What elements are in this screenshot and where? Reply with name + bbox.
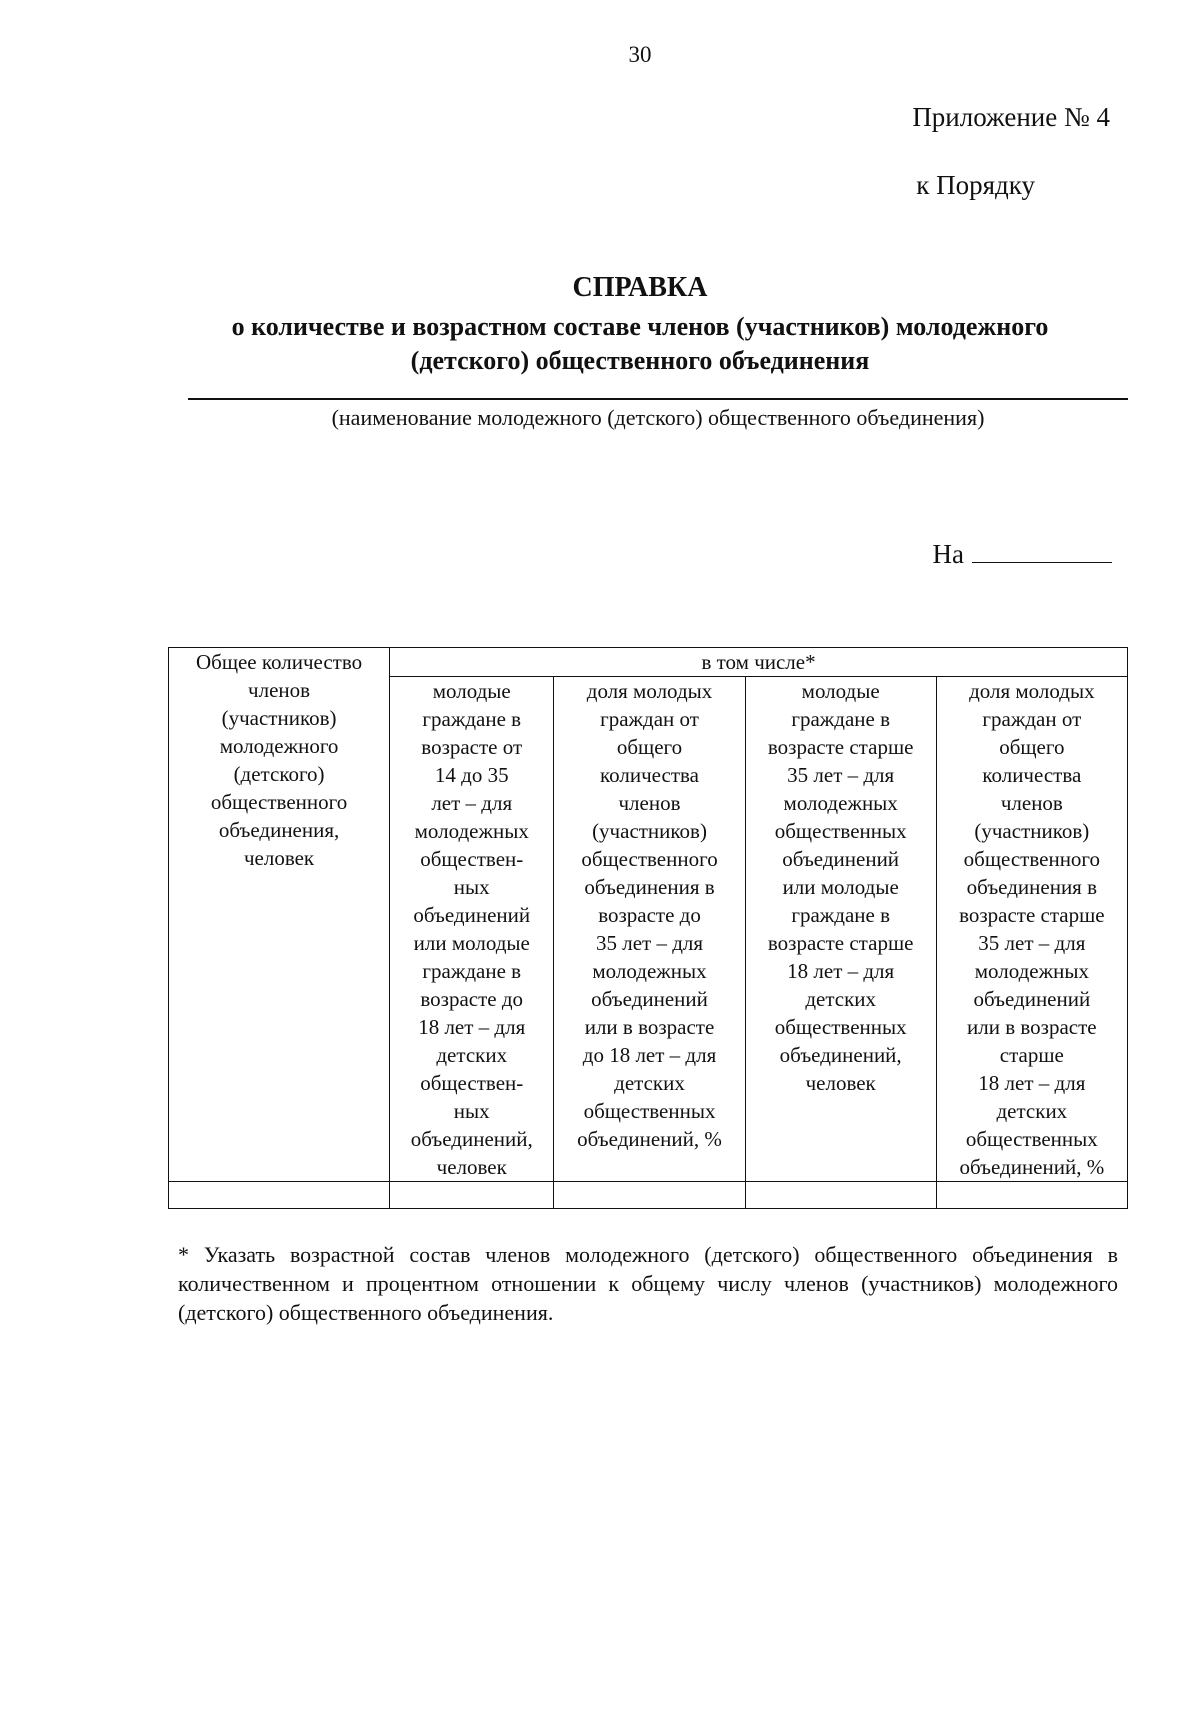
table-cell[interactable] (745, 1182, 936, 1209)
header-text-line: молодежных (592, 959, 707, 983)
header-text-line: граждане в (791, 707, 891, 731)
header-text-line: доля молодых (586, 679, 713, 703)
to-order-label: к Порядку (916, 170, 1035, 200)
header-text-line: 35 лет – для (595, 931, 704, 955)
header-text-line: объединений, % (577, 1127, 722, 1151)
document-subtitle (160, 310, 1120, 378)
header-text-line: до 18 лет – для (582, 1043, 717, 1067)
header-text-line: (участников) (592, 819, 707, 843)
header-text-line: лет – для (431, 791, 513, 815)
table-cell[interactable] (169, 1182, 390, 1209)
header-text-line: старше (999, 1043, 1064, 1067)
header-text-line: человек (436, 1155, 507, 1179)
header-text-line: объединения в (966, 875, 1098, 899)
header-text-line: членов (1000, 791, 1063, 815)
header-text-line: возрасте старше (767, 735, 914, 759)
header-text-line: (детского) (233, 762, 325, 786)
header-text-line: общего (616, 735, 683, 759)
header-text-line: молодежного (219, 734, 339, 758)
header-text-line: объединений, (410, 1127, 533, 1151)
header-text-line: общественных (774, 819, 907, 843)
table-header-row (169, 648, 1128, 677)
header-text-line: или в возрасте (584, 1015, 715, 1039)
header-text-line: (участников) (221, 706, 337, 730)
header-text-line: молодые (801, 679, 880, 703)
header-text-line: 18 лет – для (418, 1015, 526, 1039)
header-text-line: Общее количество (195, 650, 363, 674)
header-text-line: общественного (210, 790, 348, 814)
table-cell[interactable] (936, 1182, 1127, 1209)
header-text-line: граждане в (791, 903, 891, 927)
header-text-line: 35 лет – для (787, 763, 895, 787)
date-line (933, 538, 1112, 570)
subtitle-line: о количестве и возрастном составе членов (участников) молодежного (231, 312, 1049, 341)
subtitle-line: (детского) общественного объединения (410, 345, 870, 375)
header-text-line: 18 лет – для (978, 1071, 1086, 1095)
header-text-line: граждан от (600, 707, 699, 731)
header-text-line: объединений, (779, 1043, 902, 1067)
organization-name-line (188, 398, 1128, 400)
header-text-line: общественных (965, 1127, 1098, 1151)
footnote: * Указать возрастной состав членов молодежного (детского) общественного объединения в количественном и процентном отношении к общему числу членов (участников) молодежного (детского) общественного объединения. (178, 1242, 1118, 1325)
header-text-line: ных (453, 1099, 490, 1123)
header-text-line: граждан от (982, 707, 1082, 731)
header-including: в том числе* (390, 648, 1128, 677)
header-older-count (745, 677, 936, 1182)
header-text-line: граждане в (422, 959, 522, 983)
header-text-line: возрасте до (598, 903, 701, 927)
date-label: На (932, 539, 964, 569)
header-total-members (169, 648, 390, 1182)
header-text-line: молодежных (783, 791, 898, 815)
header-text-line: объединений (591, 987, 708, 1011)
header-young-share (554, 677, 745, 1182)
header-text-line: детских (996, 1099, 1068, 1123)
header-text-line: возрасте от (421, 735, 523, 759)
appendix-label: Приложение № 4 (912, 102, 1110, 132)
header-older-share (936, 677, 1127, 1182)
header-text-line: общественных (583, 1099, 716, 1123)
header-text-line: детских (614, 1071, 685, 1095)
header-text-line: общественного (581, 847, 718, 871)
table-cell[interactable] (554, 1182, 745, 1209)
header-text-line: объединений (782, 847, 900, 871)
header-text-line: 35 лет – для (978, 931, 1086, 955)
header-text-line: объединения, (218, 818, 340, 842)
document-title: СПРАВКА (572, 272, 708, 303)
members-table (168, 647, 1128, 1209)
header-text-line: человек (243, 846, 315, 870)
header-text-line: возрасте старше (959, 903, 1105, 927)
header-text-line: ных (453, 875, 490, 899)
header-text-line: граждане в (422, 707, 522, 731)
page-number: 30 (628, 42, 652, 67)
header-young-count (390, 677, 554, 1182)
header-text-line: возрасте старше (767, 931, 914, 955)
header-text-line: доля молодых (969, 679, 1095, 703)
header-text-line: членов (248, 678, 311, 702)
header-text-line: объединений (413, 903, 531, 927)
header-text-line: объединения в (584, 875, 715, 899)
header-text-line: или в возрасте (967, 1015, 1097, 1039)
header-text-line: количества (982, 763, 1082, 787)
header-text-line: количества (600, 763, 699, 787)
header-text-line: молодежных (974, 959, 1089, 983)
header-text-line: молодые (432, 679, 511, 703)
header-text-line: или молодые (782, 875, 899, 899)
organization-name-caption: (наименование молодежного (детского) общественного объединения) (331, 405, 985, 430)
header-text-line: объединений (973, 987, 1091, 1011)
date-blank (972, 538, 1112, 563)
header-text-line: объединений, % (959, 1155, 1105, 1179)
header-text-line: общественного (963, 847, 1101, 871)
header-text-line: членов (618, 791, 681, 815)
header-text-line: обществен- (420, 847, 524, 871)
header-text-line: или молодые (413, 931, 530, 955)
header-text-line: человек (805, 1071, 876, 1095)
header-text-line: 14 до 35 (434, 763, 509, 787)
header-text-line: детских (436, 1043, 508, 1067)
header-text-line: возрасте до (420, 987, 524, 1011)
header-text-line: обществен- (420, 1071, 524, 1095)
header-text-line: (участников) (974, 819, 1090, 843)
header-text-line: молодежных (414, 819, 529, 843)
header-text-line: 18 лет – для (787, 959, 895, 983)
header-text-line: детских (805, 987, 877, 1011)
table-row (169, 1182, 1128, 1209)
table-cell[interactable] (390, 1182, 554, 1209)
header-text-line: общего (999, 735, 1065, 759)
header-text-line: общественных (774, 1015, 907, 1039)
